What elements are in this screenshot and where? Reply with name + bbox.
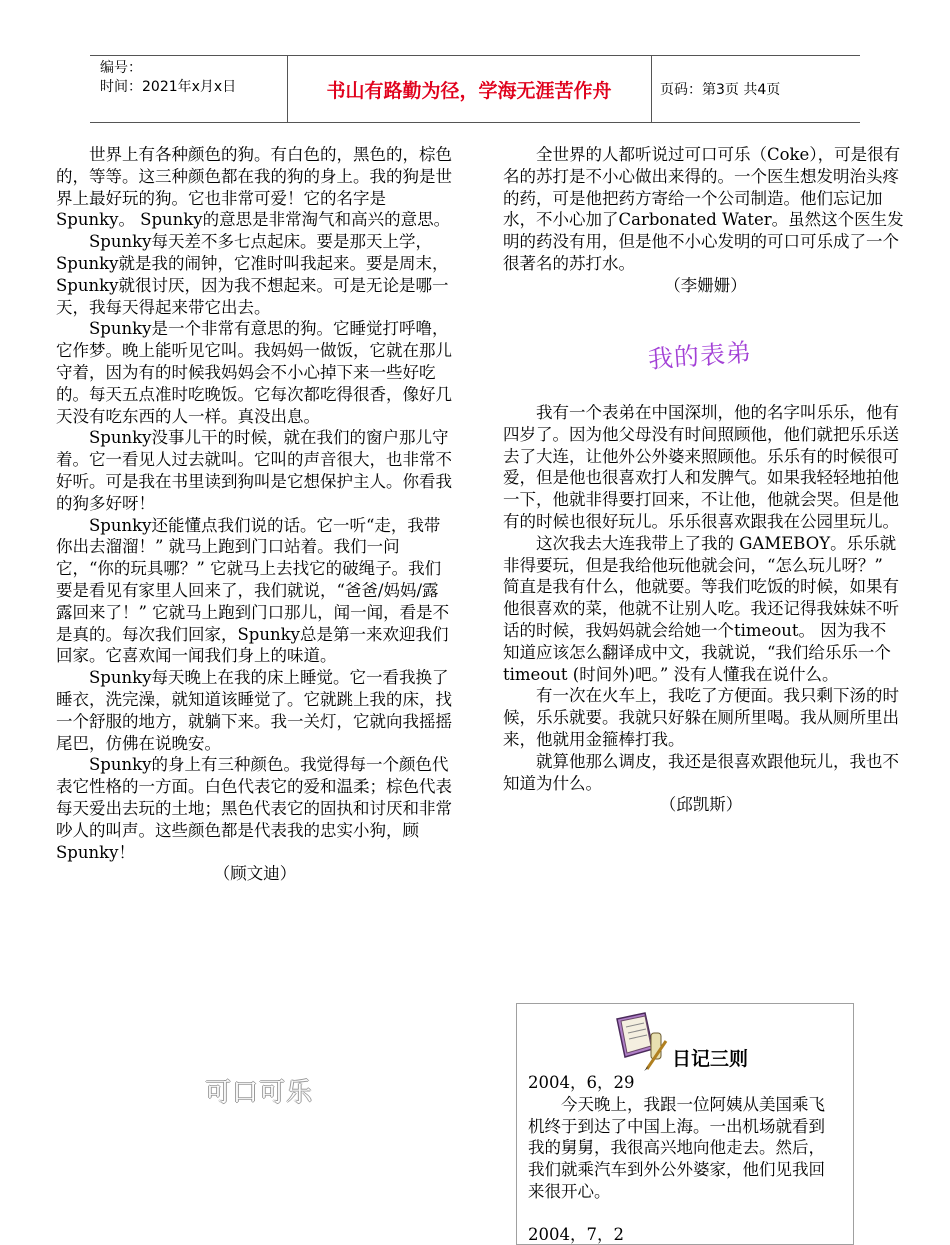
diary-book-icon [611,1009,671,1075]
diary-box [516,1003,854,1245]
page-header [90,55,860,123]
article-title-cousin: 我的表弟 [647,337,753,374]
article-paragraph: 全世界的人都听说过可口可乐（Coke），可是很有名的苏打是不小心做出来得的。一个医生想发明治头疼的药，可是他把药方寄给一个公司制造。他们忘记加水，不小心加了Carbonated Water。虽然这个医生发明的药没有用，但是他不小心发明的可口可乐成了一个很著名的苏打水。 [503,145,904,273]
article-paragraph: 世界上有各种颜色的狗。有白色的，黑色的，棕色的，等等。这三种颜色都在我的狗的身上。我的狗是世界上最好玩的狗。它也非常可爱！它的名字是Spunky。 Spunky的意思是非常淘气和高兴的意思。 [56,145,452,230]
page-number: 页码：第3页 共4页 [660,82,781,98]
article-dog [56,144,454,885]
header-meta [100,59,236,97]
article-paragraph: 我有一个表弟在中国深圳，他的名字叫乐乐，他有四岁了。因为他父母没有时间照顾他，他们就把乐乐送去了大连，让他外公外婆来照顾他。乐乐有的时候很可爱，但是他也很喜欢打人和发脾气。如果我轻轻地拍他一下，他就非得要打回来，不让他，他就会哭。但是他有的时候也很好玩儿。乐乐很喜欢跟我在公园里玩儿。 [503,403,899,531]
article-paragraph: 就算他那么调皮，我还是很喜欢跟他玩儿，我也不知道为什么。 [503,751,899,793]
article-paragraph: Spunky还能懂点我们说的话。它一听“走，我带你出去溜溜！” 就马上跑到门口站着。我们一问它，“你的玩具哪？” 它就马上去找它的破绳子。我们要是看见有家里人回来了，我们就说，“爸爸/妈妈/露露回来了！” 它就马上跑到门口那儿，闻一闻，看是不是真的。每次我们回家，Spunky总是第一来欢迎我们回家。它喜欢闻一闻我们身上的味道。 [56,515,450,666]
article-title-cola: 可口可乐 [205,1078,314,1108]
diary-entries [528,1072,838,1245]
article-paragraph: Spunky每天差不多七点起床。要是那天上学，Spunky就是我的闹钟，它准时叫我起来。要是周末，Spunky就很讨厌，因为我不想起来。可是无论是哪一天，我每天得起来带它出去。 [56,232,449,317]
article-paragraph: Spunky是一个非常有意思的狗。它睡觉打呼噜，它作梦。晚上能听见它叫。我妈妈一做饭，它就在那儿守着，因为有的时候我妈妈会不小心掉下来一些好吃的。每天五点准时吃晚饭。它每次都吃得很香，像好几天没有吃东西的人一样。真没出息。 [56,319,452,426]
diary-title: 日记三则 [672,1048,749,1070]
article-paragraph: Spunky每天晚上在我的床上睡觉。它一看我换了睡衣，洗完澡，就知道该睡觉了。它就跳上我的床，找一个舒服的地方，就躺下来。我一关灯，它就向我摇摇尾巴，仿佛在说晚安。 [56,668,452,753]
header-divider [651,56,652,122]
article-paragraph: Spunky没事儿干的时候，就在我们的窗户那儿守着。它一看见人过去就叫。它叫的声音很大，也非常不好听。可是我在书里读到狗叫是它想保护主人。你看我的狗多好呀！ [56,428,452,513]
diary-date: 2004，7，2 [528,1224,624,1244]
header-motto: 书山有路勤为径，学海无涯苦作舟 [326,79,612,102]
diary-entry-text: 今天晚上，我跟一位阿姨从美国乘飞机终于到达了中国上海。一出机场就看到我的舅舅，我很高兴地向他走去。然后，我们就乘汽车到外公外婆家，他们见我回来很开心。 [528,1094,825,1201]
document-number-label: 编号： [100,60,142,76]
document-date: 时间：2021年x月x日 [100,79,237,95]
diary-date: 2004，6，29 [528,1073,635,1092]
article-cousin [503,402,899,816]
article-cola [503,144,908,297]
article-author: （顾文迪） [213,864,297,884]
article-paragraph: Spunky的身上有三种颜色。我觉得每一个颜色代表它性格的一方面。白色代表它的爱和温柔；棕色代表每天爱出去玩的土地；黑色代表它的固执和讨厌和非常吵人的叫声。这些颜色都是代表我的忠实小狗，顾Spunky！ [56,755,452,862]
article-paragraph: 这次我去大连我带上了我的 GAMEBOY。乐乐就非得要玩，但是我给他玩他就会问，“怎么玩儿呀？” 简直是我有什么，他就要。等我们吃饭的时候，如果有他很喜欢的菜，他就不让别人吃。我还记得我妹妹不听话的时候，我妈妈就会给她一个timeout。 因为我不知道应该怎么翻译成中文，我就说，“我们给乐乐一个timeout (时间外)吧。” 没有人懂我在说什么。 [503,533,899,684]
article-paragraph: 有一次在火车上，我吃了方便面。我只剩下汤的时候，乐乐就要。我就只好躲在厕所里喝。我从厕所里出来，他就用金箍棒打我。 [503,686,899,749]
article-author: （邱凯斯） [659,795,743,815]
article-author: （李姗姗） [664,275,747,295]
